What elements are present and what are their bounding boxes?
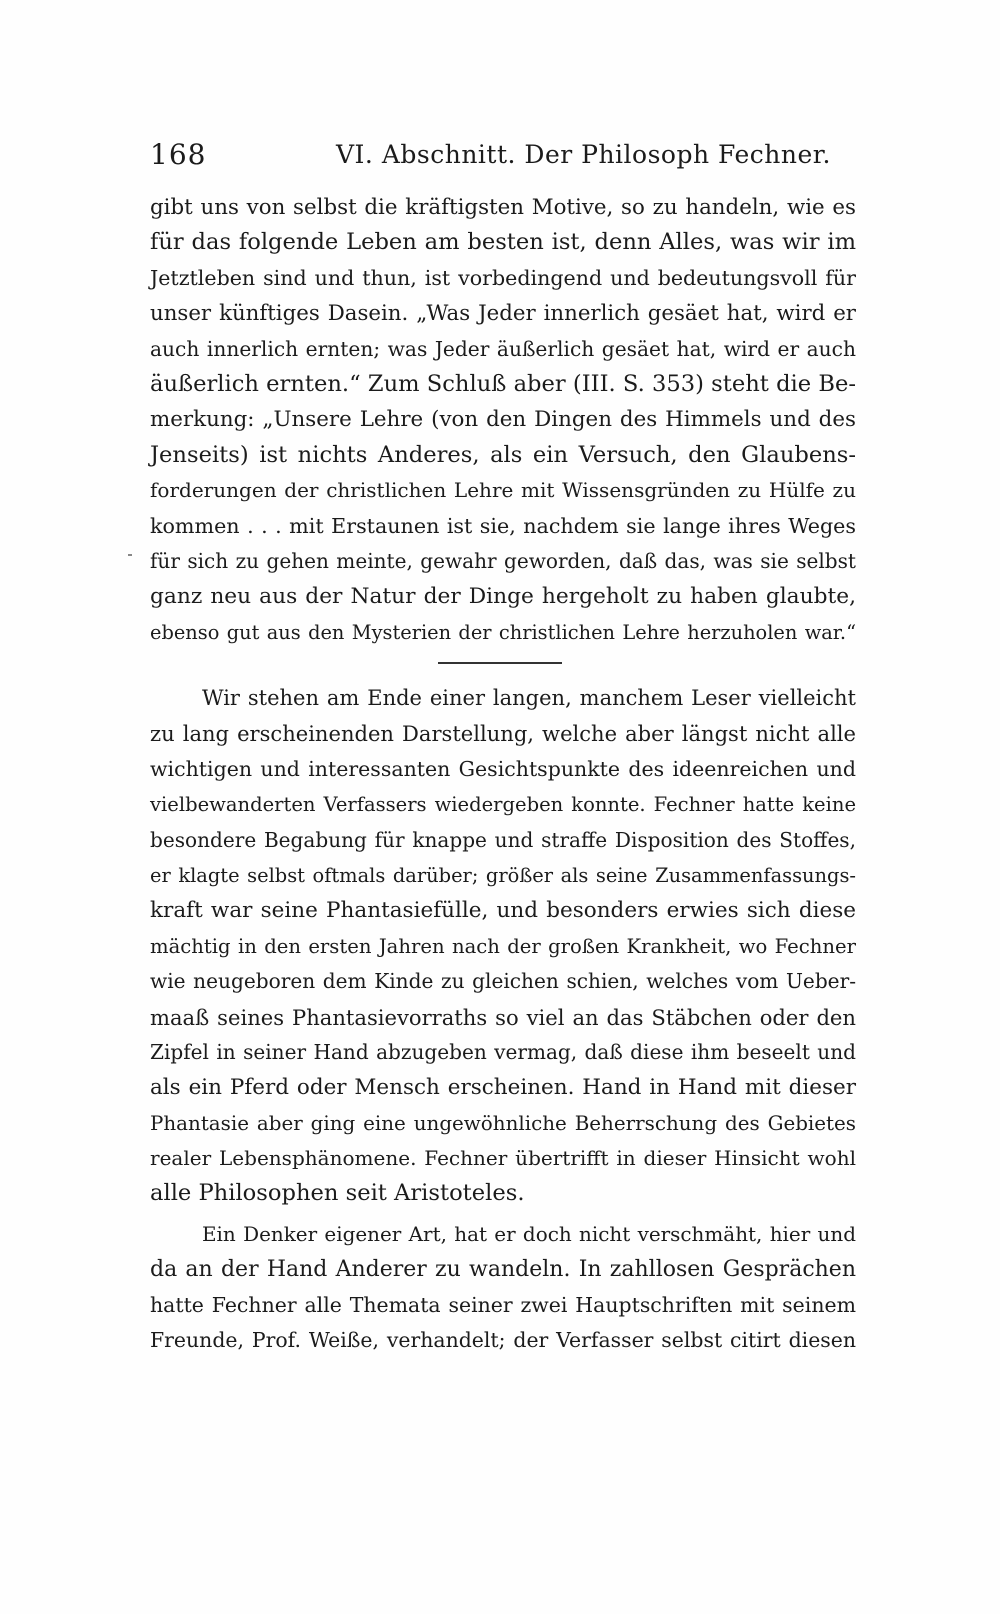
margin-mark <box>128 554 132 556</box>
text-line: da an der Hand Anderer zu wandeln. In zahllosen Gesprächen <box>150 1257 856 1283</box>
text-line: forderungen der christlichen Lehre mit Wissensgründen zu Hülfe zu <box>150 478 856 503</box>
text-line: auch innerlich ernten; was Jeder äußerlich gesäet hat, wird er auch <box>150 336 856 361</box>
text-line: merkung: „Unsere Lehre (von den Dingen des Himmels und des <box>150 407 856 433</box>
text-line: Jetztleben sind und thun, ist vorbedingend und bedeutungsvoll für <box>150 265 856 290</box>
paragraph-quote-end <box>150 190 856 650</box>
text-line: Freunde, Prof. Weiße, verhandelt; der Verfasser selbst citirt diesen <box>150 1328 856 1353</box>
text-line: für das folgende Leben am besten ist, denn Alles, was wir im <box>150 229 856 256</box>
text-line: maaß seines Phantasievorraths so viel an das Stäbchen oder den <box>150 1004 856 1030</box>
text-line: vielbewanderten Verfassers wiedergeben konnte. Fechner hatte keine <box>150 793 856 817</box>
page-number: 168 <box>150 138 207 171</box>
text-line: kommen . . . mit Erstaunen ist sie, nachdem sie lange ihres Weges <box>150 513 856 538</box>
page-header <box>150 138 870 178</box>
paragraph-closing-remarks <box>150 681 856 1212</box>
text-line: unser künftiges Dasein. „Was Jeder innerlich gesäet hat, wird er <box>150 301 856 327</box>
text-line: äußerlich ernten.“ Zum Schluß aber (III. S. 353) steht die Be- <box>150 370 856 397</box>
text-line: ebenso gut aus den Mysterien der christlichen Lehre herzuholen war.“ <box>150 620 856 644</box>
text-line: wie neugeboren dem Kinde zu gleichen schien, welches vom Ueber- <box>150 969 856 994</box>
text-line: Jenseits) ist nichts Anderes, als ein Versuch, den Glaubens- <box>150 441 856 468</box>
text-line: Wir stehen am Ende einer langen, manchem Leser vielleicht <box>202 686 856 710</box>
text-line: kraft war seine Phantasiefülle, und besonders erwies sich diese <box>150 898 856 924</box>
text-line: er klagte selbst oftmals darüber; größer als seine Zusammenfassungs- <box>150 863 856 887</box>
section-divider <box>438 662 562 664</box>
text-line: besondere Begabung für knappe und straffe Disposition des Stoffes, <box>150 827 856 852</box>
text-line: zu lang erscheinenden Darstellung, welche aber längst nicht alle <box>150 721 856 747</box>
text-line: Phantasie aber ging eine ungewöhnliche Beherrschung des Gebietes <box>150 1111 856 1135</box>
text-line: für sich zu gehen meinte, gewahr geworden, daß das, was sie selbst <box>150 548 856 573</box>
text-line: als ein Pferd oder Mensch erscheinen. Hand in Hand mit dieser <box>150 1075 856 1101</box>
text-line: hatte Fechner alle Themata seiner zwei Hauptschriften mit seinem <box>150 1292 856 1317</box>
text-line: wichtigen und interessanten Gesichtspunkte des ideenreichen und <box>150 756 856 781</box>
text-line: Zipfel in seiner Hand abzugeben vermag, daß diese ihm beseelt und <box>150 1039 856 1064</box>
text-line: ganz neu aus der Natur der Dinge hergeholt zu haben glaubte, <box>150 584 856 610</box>
text-line: realer Lebensphänomene. Fechner übertrifft in dieser Hinsicht wohl <box>150 1146 856 1171</box>
paragraph-denker <box>150 1217 856 1359</box>
text-line: gibt uns von selbst die kräftigsten Motive, so zu handeln, wie es <box>150 195 856 220</box>
text-line: alle Philosophen seit Aristoteles. <box>150 1180 525 1207</box>
running-head: VI. Abschnitt. Der Philosoph Fechner. <box>336 140 831 169</box>
text-line: mächtig in den ersten Jahren nach der großen Krankheit, wo Fechner <box>150 934 856 958</box>
text-line: Ein Denker eigener Art, hat er doch nicht verschmäht, hier und <box>202 1222 856 1246</box>
